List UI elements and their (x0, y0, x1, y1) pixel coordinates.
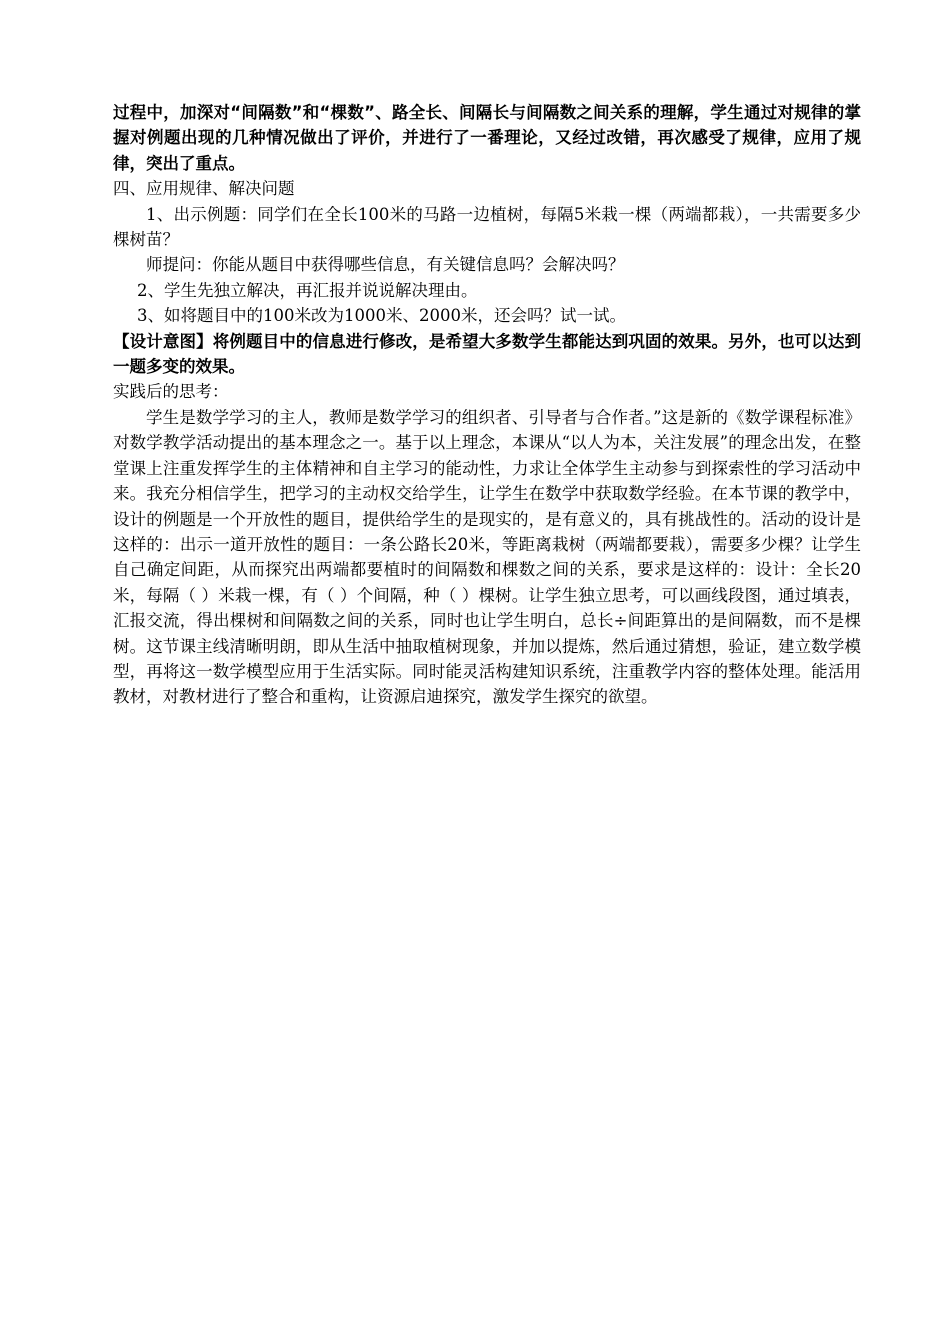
intro-paragraph: 过程中，加深对“间隔数”和“棵数”、路全长、间隔长与间隔数之间关系的理解，学生通过对规律的掌握对例题出现的几种情况做出了评价，并进行了一番理论，又经过改错，再次感受了规律，应用了规律，突出了重点。 (113, 103, 861, 173)
teacher-question: 师提问：你能从题目中获得哪些信息，有关键信息吗？会解决吗？ (146, 255, 625, 275)
step-three: 3、如将题目中的100米改为1000米、2000米，还会吗？试一试。 (137, 306, 626, 326)
document-body (113, 100, 861, 710)
example-problem: 1、出示例题：同学们在全长100米的马路一边植树，每隔5米栽一棵（两端都栽），一共需要多少棵树苗？ (113, 204, 861, 250)
design-intent: 【设计意图】将例题目中的信息进行修改，是希望大多数学生都能达到巩固的效果。另外，也可以达到一题多变的效果。 (113, 331, 861, 377)
section-heading: 四、应用规律、解决问题 (113, 179, 295, 199)
step-two: 2、学生先独立解决，再汇报并说说解决理由。 (137, 280, 478, 300)
reflection-heading: 实践后的思考： (113, 382, 229, 402)
reflection-body: 学生是数学学习的主人，教师是数学学习的组织者、引导者与合作者。”这是新的《数学课程标准》对数学教学活动提出的基本理念之一。基于以上理念，本课从“以人为本，关注发展”的理念出发，在整堂课上注重发挥学生的主体精神和自主学习的能动性，力求让全体学生主动参与到探索性的学习活动中来。我充分相信学生，把学习的主动权交给学生，让学生在数学中获取数学经验。在本节课的教学中，设计的例题是一个开放性的题目，提供给学生的是现实的，是有意义的，具有挑战性的。活动的设计是这样的：出示一道开放性的题目：一条公路长20米，等距离栽树（两端都要栽），需要多少棵？让学生自己确定间距，从而探究出两端都要植时的间隔数和棵数之间的关系，要求是这样的：设计：全长20米，每隔（ ）米栽一棵，有（ ）个间隔，种（ ）棵树。让学生独立思考，可以画线段图，通过填表，汇报交流，得出棵树和间隔数之间的关系，同时也让学生明白，总长÷间距算出的是间隔数，而不是棵树。这节课主线清晰明朗，即从生活中抽取植树现象，并加以提炼，然后通过猜想，验证，建立数学模型，再将这一数学模型应用于生活实际。同时能灵活构建知识系统，注重教学内容的整体处理。能活用教材，对教材进行了整合和重构，让资源启迪探究，激发学生探究的欲望。 (113, 407, 861, 707)
